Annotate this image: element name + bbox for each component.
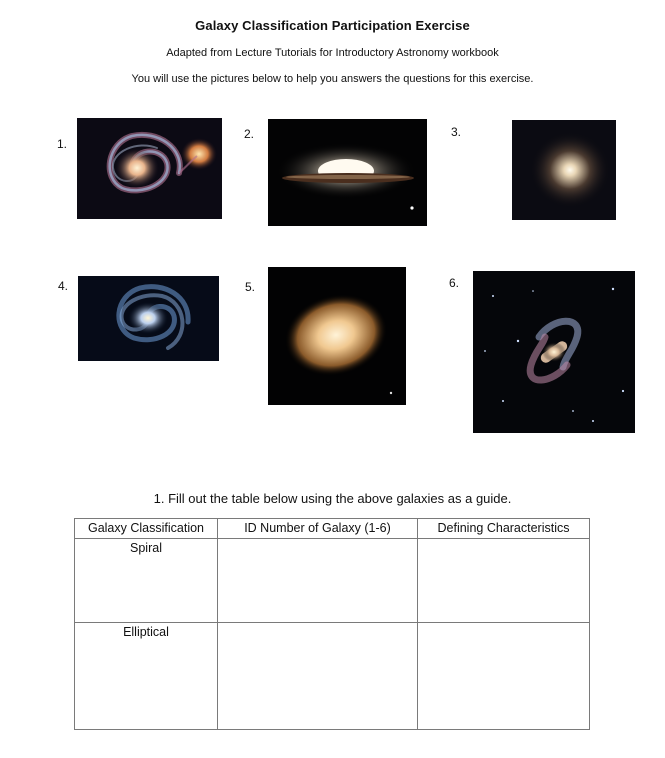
round-elliptical-galaxy-image	[512, 120, 616, 220]
characteristics-cell-elliptical[interactable]	[418, 623, 590, 730]
question-text: 1. Fill out the table below using the above galaxies as a guide.	[153, 491, 512, 506]
barred-spiral-galaxy-image	[473, 271, 635, 433]
id-cell-spiral[interactable]	[218, 539, 418, 623]
header-id-number: ID Number of Galaxy (1-6)	[218, 519, 418, 539]
galaxy-label-2: 2.	[244, 127, 255, 141]
id-cell-elliptical[interactable]	[218, 623, 418, 730]
galaxy-label-4: 4.	[58, 279, 69, 293]
table-row	[75, 623, 590, 730]
face-on-spiral-galaxy-image	[78, 276, 219, 361]
classification-cell-spiral: Spiral	[75, 539, 218, 623]
galaxy-label-6: 6.	[449, 276, 460, 290]
instructions: You will use the pictures below to help you answers the questions for this exercise.	[131, 73, 534, 85]
table-row	[75, 539, 590, 623]
header-galaxy-classification: Galaxy Classification	[75, 519, 218, 539]
spiral-galaxy-with-companion-image	[77, 118, 222, 219]
classification-table	[74, 518, 590, 730]
edge-on-sombrero-galaxy-image	[268, 119, 427, 226]
oval-elliptical-galaxy-image	[268, 267, 406, 405]
page-title: Galaxy Classification Participation Exercise	[195, 18, 470, 33]
classification-cell-elliptical: Elliptical	[75, 623, 218, 730]
table-header-row	[75, 519, 590, 539]
subtitle: Adapted from Lecture Tutorials for Introductory Astronomy workbook	[166, 47, 499, 59]
galaxy-label-1: 1.	[57, 137, 68, 151]
galaxy-label-3: 3.	[451, 125, 462, 139]
galaxy-label-5: 5.	[245, 280, 256, 294]
header-defining-characteristics: Defining Characteristics	[418, 519, 590, 539]
characteristics-cell-spiral[interactable]	[418, 539, 590, 623]
